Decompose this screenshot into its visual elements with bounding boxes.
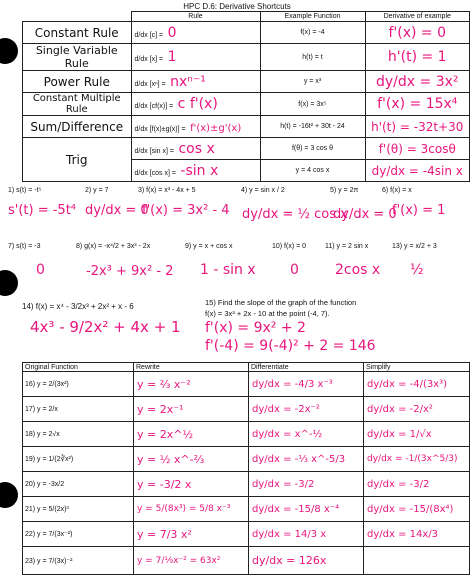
rules-table	[22, 11, 470, 182]
rule-derivative: f'(x) = 0	[365, 22, 470, 44]
rule-derivative: h'(t) = 1	[365, 44, 470, 71]
orig-cell: 20) y = -3x/2	[23, 472, 134, 497]
rules-header-blank	[23, 12, 132, 22]
rules-row	[23, 93, 470, 116]
answer-8: -2x³ + 9x² - 2	[86, 264, 174, 279]
rule-name: Power Rule	[23, 71, 132, 93]
rule-name: Sum/Difference	[23, 116, 132, 138]
table-row	[23, 372, 470, 397]
problem-8: 8) g(x) = -x⁴/2 + 3x³ - 2x	[76, 243, 151, 250]
simp-cell: dy/dx = -4/(3x³)	[364, 372, 470, 397]
rewrite-cell: y = ½ x^-⅔	[134, 447, 249, 472]
rewrite-cell: y = 5/(8x³) = 5/8 x⁻³	[134, 497, 249, 522]
orig-cell: 22) y = 7/(3x⁻²)	[23, 522, 134, 547]
problem-13: 13) y = x/2 + 3	[392, 243, 437, 250]
rule-formula: d/dx [f(x)±g(x)] =	[134, 125, 186, 133]
rule-name: Constant Multiple Rule	[23, 93, 132, 116]
orig-cell: 16) y = 2/(3x²)	[23, 372, 134, 397]
orig-cell: 21) y = 5/(2x)³	[23, 497, 134, 522]
diff-cell: dy/dx = 14/3 x	[249, 522, 364, 547]
col-differentiate: Differentiate	[249, 363, 364, 372]
rule-formula: d/dx [cos x] =	[134, 169, 176, 177]
table-row	[23, 397, 470, 422]
rules-row	[23, 138, 470, 160]
problem-3: 3) f(x) = x³ - 4x + 5	[138, 187, 196, 194]
problem-6: 6) f(x) = x	[382, 187, 412, 194]
simp-cell	[364, 547, 470, 575]
table-row	[23, 422, 470, 447]
rule-formula: d/dx [x] =	[134, 56, 164, 63]
answer-15-line1: f'(x) = 9x² + 2	[205, 320, 306, 336]
diff-cell: dy/dx = -15/8 x⁻⁴	[249, 497, 364, 522]
col-rewrite: Rewrite	[134, 363, 249, 372]
answer-3: f'(x) = 3x² - 4	[142, 203, 230, 218]
rule-formula: d/dx [c] =	[134, 31, 164, 39]
problem-10: 10) f(x) = 0	[272, 243, 307, 250]
rule-example: y = x³	[260, 71, 365, 93]
rule-derivative: f'(θ) = 3cosθ	[365, 138, 470, 160]
rule-formula: d/dx [sin x] =	[134, 147, 174, 155]
rule-derivative: f'(x) = 15x⁴	[365, 93, 470, 116]
problem-15-line1: 15) Find the slope of the graph of the function	[205, 298, 357, 307]
rewrite-cell: y = 2x^½	[134, 422, 249, 447]
orig-cell: 23) y = 7/(3x)⁻²	[23, 547, 134, 575]
rule-example: h(t) = t	[260, 44, 365, 71]
simp-cell: dy/dx = -15/(8x⁴)	[364, 497, 470, 522]
problem-15-line2: f(x) = 3x³ + 2x - 10 at the point (-4, 7).	[205, 309, 330, 318]
table-row	[23, 547, 470, 575]
rewrite-cell: y = ⅔ x⁻²	[134, 372, 249, 397]
diff-cell: dy/dx = -4/3 x⁻³	[249, 372, 364, 397]
diff-cell: dy/dx = -2x⁻²	[249, 397, 364, 422]
rule-formula: d/dx [xⁿ] =	[134, 80, 166, 88]
simp-cell: dy/dx = -3/2	[364, 472, 470, 497]
rules-header-example: Example Function	[260, 12, 365, 22]
diff-cell: dy/dx = -⅓ x^-5/3	[249, 447, 364, 472]
rewrite-cell: y = 7/⅑x⁻² = 63x²	[134, 547, 249, 575]
orig-cell: 17) y = 2/x	[23, 397, 134, 422]
answer-15-line2: f'(-4) = 9(-4)² + 2 = 146	[205, 338, 376, 354]
diff-cell: dy/dx = -3/2	[249, 472, 364, 497]
rule-handwritten: 0	[167, 24, 177, 41]
rule-handwritten: nxⁿ⁻¹	[170, 73, 206, 90]
rule-handwritten: f'(x)±g'(x)	[190, 122, 242, 134]
rule-formula: d/dx [cf(x)] =	[134, 103, 174, 110]
rule-name: Trig	[23, 138, 132, 182]
binder-hole-top	[0, 38, 18, 64]
rule-handwritten: c f'(x)	[177, 96, 218, 112]
orig-cell: 18) y = 2√x	[23, 422, 134, 447]
problem-7: 7) s(t) = -3	[8, 243, 41, 250]
diff-cell: dy/dx = x^-½	[249, 422, 364, 447]
rule-example: f(θ) = 3 cos θ	[260, 138, 365, 160]
rewrite-cell: y = -3/2 x	[134, 472, 249, 497]
rule-example: y = 4 cos x	[260, 160, 365, 182]
rules-row	[23, 71, 470, 93]
table-row	[23, 497, 470, 522]
simp-cell: dy/dx = -1/(3x^5/3)	[364, 447, 470, 472]
rule-name: Constant Rule	[23, 22, 132, 44]
diff-cell: dy/dx = 126x	[249, 547, 364, 575]
answer-5: dy/dx = 0	[333, 207, 397, 222]
answer-10: 0	[290, 262, 299, 278]
answer-7: 0	[36, 262, 45, 278]
table-row	[23, 472, 470, 497]
answer-9: 1 - sin x	[200, 262, 256, 278]
answer-13: ½	[410, 262, 424, 278]
rule-name: Single Variable Rule	[23, 44, 132, 71]
problem-5: 5) y = 2π	[330, 187, 359, 194]
rule-derivative: h'(t) = -32t+30	[365, 116, 470, 138]
problem-14: 14) f(x) = x⁴ - 3/2x³ + 2x² + x - 6	[22, 302, 134, 311]
orig-cell: 19) y = 1/(2∛x²)	[23, 447, 134, 472]
rule-derivative: dy/dx = 3x²	[365, 71, 470, 93]
rule-example: h(t) = -16t² + 30t - 24	[260, 116, 365, 138]
simp-cell: dy/dx = -2/x²	[364, 397, 470, 422]
answer-2: dy/dx = 0	[85, 203, 149, 218]
problem-1: 1) s(t) = -t⁵	[8, 187, 42, 194]
answer-1: s'(t) = -5t⁴	[8, 203, 77, 218]
answer-4: dy/dx = ½ cos x	[242, 207, 348, 222]
rules-row	[23, 44, 470, 71]
problem-4: 4) y = sin x / 2	[241, 187, 285, 194]
binder-hole-bottom	[0, 482, 18, 508]
problem-11: 11) y = 2 sin x	[325, 243, 369, 250]
problem-9: 9) y = x + cos x	[185, 243, 233, 250]
rules-header-derivative: Derivative of example	[365, 12, 470, 22]
rule-example: f(x) = 3x⁵	[260, 93, 365, 116]
col-simplify: Simplify	[364, 363, 470, 372]
problem-2: 2) y = 7	[85, 187, 109, 194]
rule-handwritten: 1	[167, 49, 177, 65]
simp-cell: dy/dx = 1/√x	[364, 422, 470, 447]
rewrite-cell: y = 7/3 x²	[134, 522, 249, 547]
col-original: Original Function	[23, 363, 134, 372]
answer-11: 2cos x	[335, 262, 381, 278]
page-title: HPC D.6: Derivative Shortcuts	[183, 2, 291, 11]
simp-cell: dy/dx = 14x/3	[364, 522, 470, 547]
binder-hole-middle	[0, 270, 18, 296]
table-row	[23, 522, 470, 547]
rule-handwritten: cos x	[178, 140, 215, 157]
rules-header-rule: Rule	[131, 12, 260, 22]
answer-14: 4x³ - 9/2x² + 4x + 1	[30, 318, 181, 336]
answer-6: f'(x) = 1	[392, 203, 446, 218]
rules-row	[23, 116, 470, 138]
table-row	[23, 447, 470, 472]
rule-handwritten: -sin x	[180, 162, 219, 179]
rule-derivative: dy/dx = -4sin x	[365, 160, 470, 182]
rewrite-cell: y = 2x⁻¹	[134, 397, 249, 422]
rule-example: f(x) = -4	[260, 22, 365, 44]
rules-row	[23, 22, 470, 44]
rewrite-table	[22, 362, 470, 575]
